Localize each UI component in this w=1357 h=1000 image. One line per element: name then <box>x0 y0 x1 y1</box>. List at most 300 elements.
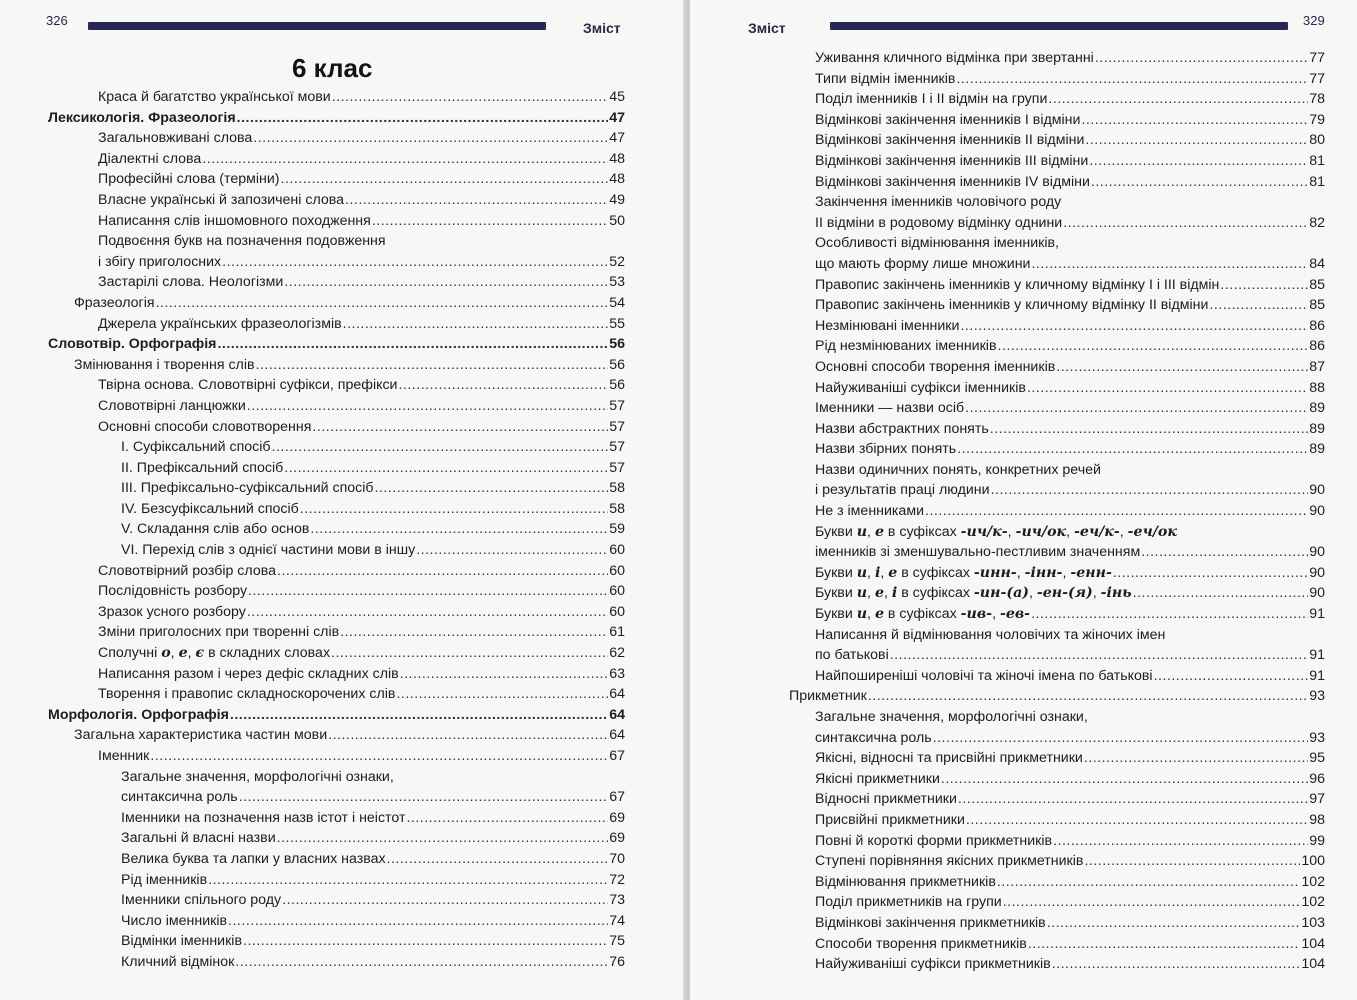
toc-entry-title: Кличний відмінок <box>121 953 235 970</box>
dot-leader <box>340 622 608 643</box>
toc-entry[interactable] <box>40 396 625 417</box>
dot-leader <box>1091 172 1308 193</box>
toc-entry-title: Відмінкові закінчення прикметників <box>815 914 1046 931</box>
toc-entry-title: Поділ іменників I і II відмін на групи <box>815 91 1048 108</box>
right-page <box>690 0 1357 1000</box>
grammar-term: и <box>856 564 868 581</box>
toc-page-number: 72 <box>609 871 625 888</box>
toc-entry[interactable] <box>40 952 625 973</box>
dot-leader <box>396 684 608 705</box>
toc-entry-title: VI. Перехід слів з однієї частини мови в іншу <box>121 542 416 559</box>
toc-entry-title: Особливості відмінювання іменників, <box>815 235 1059 252</box>
grammar-term: -енн- <box>1070 564 1112 581</box>
toc-entry-title: Словотвірні ланцюжки <box>98 397 246 414</box>
dot-leader <box>253 128 608 149</box>
toc-entry-title: Відмінкові закінчення іменників I відміни <box>815 111 1081 128</box>
toc-entry-title: Прикметник <box>789 688 867 705</box>
toc-list <box>40 87 625 973</box>
toc-page-number: 97 <box>1309 791 1325 808</box>
toc-entry-title: Словотвір. Орфографія <box>48 336 217 353</box>
toc-page-number: 89 <box>1309 441 1325 458</box>
dot-leader <box>375 478 609 499</box>
toc-page-number: 91 <box>1309 667 1325 684</box>
grammar-term: -ив- <box>960 606 993 623</box>
grammar-term: е <box>874 606 884 623</box>
toc-entry-title: Змінювання і творення слів <box>74 356 255 373</box>
toc-entry-title: Букви и, е в суфіксах -ив-, -ев- <box>815 606 1031 623</box>
toc-entry[interactable] <box>795 378 1325 399</box>
toc-entry[interactable] <box>40 664 625 685</box>
toc-entry[interactable] <box>795 563 1325 584</box>
toc-entry-title: Типи відмін іменників <box>815 70 956 87</box>
toc-entry-title: іменників зі зменшувально-пестливим значенням <box>815 544 1141 561</box>
toc-entry-title: III. Префіксально-суфіксальний спосіб <box>121 480 374 497</box>
dot-leader <box>1047 913 1301 934</box>
grammar-term: -ев- <box>999 606 1031 623</box>
toc-entry[interactable] <box>795 831 1325 852</box>
toc-entry-title: Морфологія. Орфографія <box>48 706 229 723</box>
toc-entry[interactable] <box>40 643 625 664</box>
toc-entry[interactable] <box>40 870 625 891</box>
toc-page-number: 103 <box>1301 914 1325 931</box>
toc-entry-title: IV. Безсуфіксальний спосіб <box>121 500 299 517</box>
toc-entry[interactable] <box>795 810 1325 831</box>
toc-entry[interactable] <box>795 192 1325 233</box>
toc-entry-title: Відносні прикметники <box>815 791 957 808</box>
toc-entry[interactable] <box>795 934 1325 955</box>
toc-entry-title: Основні способи творення іменників <box>815 358 1056 375</box>
dot-leader <box>332 87 609 108</box>
toc-entry[interactable] <box>795 913 1325 934</box>
toc-entry-title: і збігу приголосних <box>98 253 222 270</box>
dot-leader <box>997 872 1300 893</box>
toc-entry[interactable] <box>795 172 1325 193</box>
toc-entry[interactable] <box>40 828 625 849</box>
toc-page-number: 53 <box>609 274 625 291</box>
dot-leader <box>960 316 1308 337</box>
dot-leader <box>1085 130 1308 151</box>
toc-entry-title: Загальні й власні назви <box>121 830 276 847</box>
toc-page-number: 76 <box>609 953 625 970</box>
dot-leader <box>1209 295 1308 316</box>
toc-entry[interactable] <box>795 748 1325 769</box>
toc-page-number: 89 <box>1309 400 1325 417</box>
dot-leader <box>1028 934 1300 955</box>
toc-page-number: 64 <box>609 686 625 703</box>
dot-leader <box>237 108 609 129</box>
toc-entry[interactable] <box>795 769 1325 790</box>
toc-entry-title: Способи творення прикметників <box>815 935 1027 952</box>
toc-page-number: 49 <box>609 191 625 208</box>
toc-entry[interactable] <box>40 561 625 582</box>
dot-leader <box>310 519 608 540</box>
grammar-term: -ин-(а) <box>973 585 1029 602</box>
toc-entry-title: Джерела українських фразеологізмів <box>98 315 342 332</box>
toc-entry[interactable] <box>40 890 625 911</box>
toc-entry[interactable] <box>40 128 625 149</box>
toc-page-number: 57 <box>609 459 625 476</box>
dot-leader <box>1133 583 1309 604</box>
toc-page-number: 80 <box>1309 132 1325 149</box>
dot-leader <box>239 787 609 808</box>
toc-entry[interactable] <box>40 231 625 272</box>
dot-leader <box>398 375 608 396</box>
dot-leader <box>941 769 1308 790</box>
toc-entry-title: Власне українські й запозичені слова <box>98 191 345 208</box>
toc-entry[interactable] <box>40 108 625 129</box>
dot-leader <box>1220 275 1308 296</box>
dot-leader <box>372 211 608 232</box>
toc-entry[interactable] <box>40 602 625 623</box>
toc-page-number: 58 <box>609 500 625 517</box>
toc-page-number: 58 <box>609 480 625 497</box>
toc-entry[interactable] <box>795 275 1325 296</box>
toc-page-number: 56 <box>609 356 625 373</box>
dot-leader <box>331 643 608 664</box>
dot-leader <box>277 561 608 582</box>
dot-leader <box>868 686 1308 707</box>
grammar-term: -ич/к- <box>960 523 1008 540</box>
toc-page-number: 77 <box>1309 70 1325 87</box>
toc-entry[interactable] <box>40 314 625 335</box>
toc-entry-title: Основні способи словотворення <box>98 418 312 435</box>
dot-leader <box>956 69 1308 90</box>
grammar-term: е <box>178 645 188 662</box>
toc-entry-title: V. Складання слів або основ <box>121 521 310 538</box>
grammar-term: е <box>888 564 898 581</box>
dot-leader <box>1063 213 1308 234</box>
toc-entry-title: Іменники — назви осіб <box>815 400 965 417</box>
toc-page-number: 60 <box>609 562 625 579</box>
toc-page-number: 81 <box>1309 173 1325 190</box>
toc-entry-title: Загальновживані слова <box>98 130 253 147</box>
toc-entry[interactable] <box>40 911 625 932</box>
toc-entry-title: Іменники спільного роду <box>121 892 282 909</box>
toc-page-number: 56 <box>609 377 625 394</box>
dot-leader <box>416 540 608 561</box>
toc-page-number: 52 <box>609 253 625 270</box>
grammar-term: -еч/ок <box>1127 523 1177 540</box>
toc-page-number: 96 <box>1309 770 1325 787</box>
toc-entry-title: Іменник <box>98 748 150 764</box>
toc-entry-title: Зміни приголосних при творенні слів <box>98 624 340 641</box>
toc-page-number: 73 <box>609 892 625 909</box>
toc-entry[interactable] <box>795 439 1325 460</box>
toc-entry-title: Якісні прикметники <box>815 770 940 787</box>
dot-leader <box>1095 48 1308 69</box>
toc-entry-title: Загальне значення, морфологічні ознаки, <box>815 709 1088 725</box>
toc-entry[interactable] <box>40 478 625 499</box>
dot-leader <box>1113 563 1308 584</box>
toc-page-number: 102 <box>1301 894 1325 911</box>
toc-entry[interactable] <box>795 69 1325 90</box>
toc-page-number: 78 <box>1309 91 1325 108</box>
toc-entry[interactable] <box>40 622 625 643</box>
toc-entry-title: і результатів праці людини <box>815 482 990 499</box>
toc-page-number: 50 <box>609 212 625 229</box>
toc-entry[interactable] <box>40 705 625 726</box>
dot-leader <box>406 808 608 829</box>
toc-entry[interactable] <box>40 581 625 602</box>
toc-page-number: 95 <box>1309 750 1325 767</box>
toc-entry-title: Написання слів іншомовного походження <box>98 212 371 229</box>
toc-page-number: 98 <box>1309 811 1325 828</box>
toc-entry-title: Зразок усного розбору <box>98 603 246 620</box>
toc-entry[interactable] <box>795 501 1325 522</box>
dot-leader <box>247 396 608 417</box>
toc-entry[interactable] <box>795 357 1325 378</box>
toc-entry-title: Сполучні о, е, є в складних словах <box>98 645 331 662</box>
toc-entry[interactable] <box>40 190 625 211</box>
toc-entry-title: Подвоєння букв на позначення подовження <box>98 233 386 250</box>
toc-entry[interactable] <box>795 851 1325 872</box>
toc-entry-title: Незмінювані іменники <box>815 317 960 334</box>
toc-entry-title: Назви абстрактних понять <box>815 420 989 437</box>
toc-entry-title: Правопис закінчень іменників у кличному відмінку II відміни <box>815 297 1209 314</box>
dot-leader <box>1027 378 1308 399</box>
dot-leader <box>248 581 608 602</box>
toc-entry-title: по батькові <box>815 647 889 664</box>
dot-leader <box>990 419 1308 440</box>
dot-leader <box>1154 666 1309 687</box>
toc-entry[interactable] <box>40 211 625 232</box>
page-number: 326 <box>46 13 68 28</box>
toc-entry-title: Найпоширеніші чоловічі та жіночі імена по батькові <box>815 667 1153 684</box>
toc-entry-title: Творення і правопис складноскорочених слів <box>98 686 396 703</box>
dot-leader <box>1056 357 1308 378</box>
toc-page-number: 60 <box>609 603 625 620</box>
toc-page-number: 60 <box>609 542 625 559</box>
dot-leader <box>208 870 608 891</box>
toc-entry[interactable] <box>40 540 625 561</box>
toc-entry[interactable] <box>40 334 625 355</box>
toc-entry-title: Застарілі слова. Неологізми <box>98 274 284 291</box>
toc-page-number: 47 <box>609 109 625 126</box>
toc-entry-title: Закінчення іменників чоловічого роду <box>815 194 1062 211</box>
dot-leader <box>222 252 608 273</box>
dot-leader <box>1089 151 1308 172</box>
toc-page-number: 56 <box>609 336 625 353</box>
toc-entry[interactable] <box>40 272 625 293</box>
toc-page-number: 90 <box>1309 544 1325 561</box>
toc-entry[interactable] <box>795 789 1325 810</box>
toc-page-number: 67 <box>609 789 625 806</box>
dot-leader <box>217 334 608 355</box>
toc-page-number: 62 <box>609 645 625 662</box>
toc-entry-title: Відмінкові закінчення іменників II відміни <box>815 132 1085 149</box>
header-bar <box>830 22 1288 30</box>
toc-entry[interactable] <box>795 295 1325 316</box>
toc-page-number: 86 <box>1309 317 1325 334</box>
dot-leader <box>345 190 608 211</box>
dot-leader <box>400 664 609 685</box>
toc-page-number: 63 <box>609 665 625 682</box>
toc-entry-title: Лексикологія. Фразеологія <box>48 109 236 126</box>
toc-entry[interactable] <box>40 375 625 396</box>
toc-entry-title: синтаксична роль <box>121 789 238 806</box>
dot-leader <box>202 149 608 170</box>
dot-leader <box>933 728 1309 749</box>
toc-entry[interactable] <box>789 686 1325 707</box>
toc-entry-title: Загальне значення, морфологічні ознаки, <box>121 768 394 785</box>
toc-entry-title: Ступені порівняння якісних прикметників <box>815 853 1084 870</box>
grammar-term: о <box>161 645 171 662</box>
dot-leader <box>998 336 1309 357</box>
dot-leader <box>991 480 1309 501</box>
toc-entry-title: Краса й багатство української мови <box>98 89 331 105</box>
toc-entry[interactable] <box>40 767 625 808</box>
grammar-term: и <box>856 523 868 540</box>
dot-leader <box>1031 254 1308 275</box>
toc-entry[interactable] <box>795 336 1325 357</box>
toc-page-number: 90 <box>1309 585 1325 602</box>
dot-leader <box>966 810 1308 831</box>
toc-entry[interactable] <box>40 808 625 829</box>
toc-page-number: 84 <box>1309 255 1325 272</box>
toc-entry[interactable] <box>795 419 1325 440</box>
toc-entry-title: Рід незмінюваних іменників <box>815 338 997 355</box>
toc-page-number: 69 <box>609 830 625 847</box>
toc-page-number: 91 <box>1309 606 1325 623</box>
toc-entry[interactable] <box>795 522 1325 563</box>
toc-page-number: 57 <box>609 418 625 435</box>
toc-entry-title: Написання разом і через дефіс складних слів <box>98 665 399 682</box>
dot-leader <box>1048 89 1308 110</box>
dot-leader <box>1031 604 1308 625</box>
toc-entry[interactable] <box>40 293 625 314</box>
header-title: Зміст <box>583 20 621 36</box>
toc-entry[interactable] <box>40 931 625 952</box>
toc-entry-title: Букви и, е в суфіксах -ич/к-, -ич/ок, -еч/к-, -еч/ок <box>815 523 1177 540</box>
toc-entry-title: Правопис закінчень іменників у кличному відмінку I і III відмін <box>815 276 1220 293</box>
toc-entry[interactable] <box>795 872 1325 893</box>
header-bar <box>88 22 546 30</box>
toc-entry[interactable] <box>795 604 1325 625</box>
toc-page-number: 93 <box>1309 688 1325 705</box>
toc-entry[interactable] <box>40 499 625 520</box>
toc-page-number: 48 <box>609 171 625 188</box>
toc-entry-title: Уживання кличного відмінка при звертанні <box>815 50 1094 66</box>
grammar-term: е <box>874 585 884 602</box>
toc-entry[interactable] <box>40 849 625 870</box>
toc-entry[interactable] <box>795 151 1325 172</box>
toc-page-number: 47 <box>609 130 625 147</box>
dot-leader <box>1052 954 1301 975</box>
toc-entry-title: Відмінки іменників <box>121 933 242 950</box>
toc-entry[interactable] <box>40 87 625 108</box>
toc-entry-title: Найуживаніші суфікси прикметників <box>815 956 1051 973</box>
grammar-term: -ен-(я) <box>1036 585 1093 602</box>
toc-entry[interactable] <box>795 398 1325 419</box>
toc-entry-title: Відмінювання прикметників <box>815 873 996 890</box>
toc-entry[interactable] <box>795 583 1325 604</box>
toc-entry-title: синтаксична роль <box>815 729 932 746</box>
toc-entry[interactable] <box>795 954 1325 975</box>
toc-entry-title: Написання й відмінювання чоловічих та жіночих імен <box>815 626 1166 643</box>
toc-list <box>789 48 1325 975</box>
grammar-term: и <box>856 606 868 623</box>
toc-page-number: 60 <box>609 583 625 600</box>
toc-entry[interactable] <box>795 316 1325 337</box>
toc-entry[interactable] <box>795 892 1325 913</box>
toc-entry-title: Якісні, відносні та присвійні прикметники <box>815 750 1083 767</box>
toc-page-number: 79 <box>1309 111 1325 128</box>
toc-entry-title: Присвійні прикметники <box>815 811 965 828</box>
toc-entry-title: що мають форму лише множини <box>815 255 1031 272</box>
toc-page-number: 90 <box>1309 482 1325 499</box>
toc-entry[interactable] <box>795 460 1325 501</box>
page-number: 329 <box>1303 13 1325 28</box>
toc-entry-title: Не з іменниками <box>815 503 925 520</box>
toc-entry[interactable] <box>40 725 625 746</box>
toc-entry[interactable] <box>40 746 625 767</box>
toc-page-number: 67 <box>609 748 625 764</box>
dot-leader <box>243 931 608 952</box>
toc-page-number: 99 <box>1309 832 1325 849</box>
grammar-term: е <box>874 523 884 540</box>
dot-leader <box>284 272 608 293</box>
toc-page-number: 45 <box>609 89 625 105</box>
dot-leader <box>156 293 609 314</box>
toc-page-number: 61 <box>609 624 625 641</box>
dot-leader <box>256 355 609 376</box>
toc-entry[interactable] <box>40 437 625 458</box>
toc-entry-title: Відмінкові закінчення іменників III відміни <box>815 152 1089 169</box>
grammar-term: -інь <box>1100 585 1132 602</box>
toc-entry[interactable] <box>40 169 625 190</box>
toc-entry[interactable] <box>40 417 625 438</box>
toc-page-number: 75 <box>609 933 625 950</box>
toc-page-number: 104 <box>1301 956 1325 973</box>
toc-page-number: 54 <box>609 294 625 311</box>
toc-page-number: 82 <box>1309 214 1325 231</box>
toc-entry[interactable] <box>40 458 625 479</box>
grammar-term: -инн- <box>973 564 1017 581</box>
toc-entry[interactable] <box>795 110 1325 131</box>
toc-page-number: 90 <box>1309 503 1325 520</box>
toc-entry[interactable] <box>795 130 1325 151</box>
toc-entry[interactable] <box>795 707 1325 748</box>
toc-entry-title: Поділ прикметників на групи <box>815 894 1002 911</box>
toc-entry-title: Діалектні слова <box>98 150 202 167</box>
toc-page-number: 85 <box>1309 276 1325 293</box>
dot-leader <box>328 725 608 746</box>
toc-entry[interactable] <box>40 149 625 170</box>
toc-page-number: 57 <box>609 439 625 456</box>
dot-leader <box>312 417 608 438</box>
toc-page-number: 81 <box>1309 152 1325 169</box>
grammar-term: -ич/ок <box>1015 523 1067 540</box>
dot-leader <box>1081 110 1308 131</box>
dot-leader <box>1084 748 1308 769</box>
toc-entry[interactable] <box>40 355 625 376</box>
grammar-term: є <box>195 645 205 662</box>
toc-entry[interactable] <box>795 89 1325 110</box>
toc-entry-title: Повні й короткі форми прикметників <box>815 832 1053 849</box>
toc-page-number: 104 <box>1301 935 1325 952</box>
dot-leader <box>925 501 1308 522</box>
toc-entry[interactable] <box>795 625 1325 666</box>
toc-entry[interactable] <box>795 666 1325 687</box>
toc-entry[interactable] <box>795 48 1325 69</box>
toc-entry[interactable] <box>40 519 625 540</box>
toc-entry[interactable] <box>40 684 625 705</box>
grammar-term: і <box>874 564 881 581</box>
toc-page-number: 88 <box>1309 379 1325 396</box>
dot-leader <box>150 746 608 767</box>
toc-entry[interactable] <box>795 233 1325 274</box>
toc-page-number: 55 <box>609 315 625 332</box>
